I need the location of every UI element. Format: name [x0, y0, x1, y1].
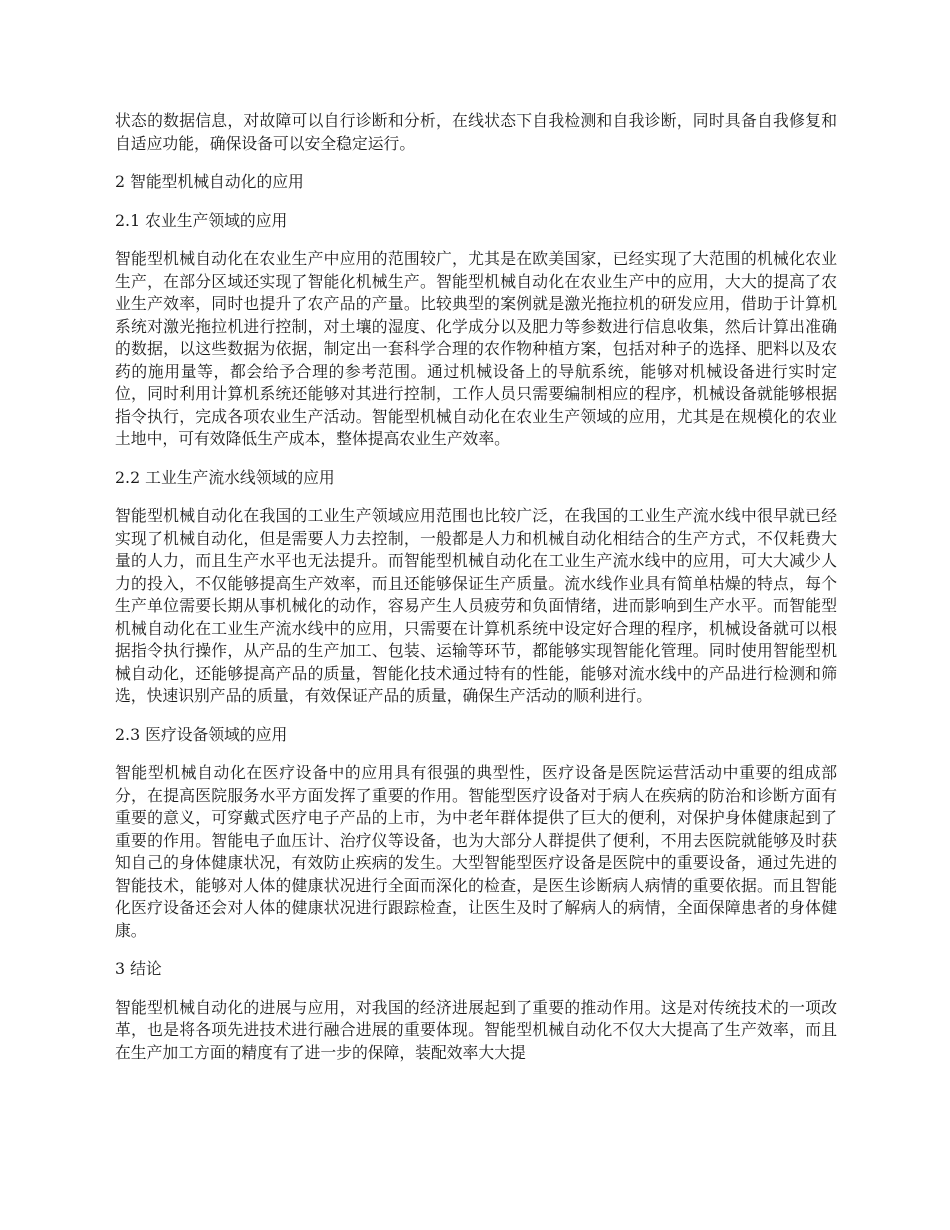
- section-2-heading: 2 智能型机械自动化的应用: [115, 172, 304, 191]
- section-2-1-paragraph: 智能型机械自动化在农业生产中应用的范围较广，尤其是在欧美国家，已经实现了大范围的机械化农业生产，在部分区域还实现了智能化机械生产。智能型机械自动化在农业生产中的应用，大大的提高了农业生产效率，同时也提升了农产品的产量。比较典型的案例就是激光拖拉机的研发应用，借助于计算机系统对激光拖拉机进行控制，对土壤的湿度、化学成分以及肥力等参数进行信息收集，然后计算出准确的数据，以这些数据为依据，制定出一套科学合理的农作物种植方案，包括对种子的选择、肥料以及农药的施用量等，都会给予合理的参考范围。通过机械设备上的导航系统，能够对机械设备进行实时定位，同时利用计算机系统还能够对其进行控制，工作人员只需要编制相应的程序，机械设备就能够根据指令执行，完成各项农业生产活动。智能型机械自动化在农业生产领域的应用，尤其是在规模化的农业土地中，可有效降低生产成本，整体提高农业生产效率。: [115, 249, 837, 448]
- section-2-2-paragraph: 智能型机械自动化在我国的工业生产领域应用范围也比较广泛，在我国的工业生产流水线中很早就已经实现了机械自动化，但是需要人力去控制，一般都是人力和机械自动化相结合的生产方式，不仅耗费大量的人力，而且生产水平也无法提升。而智能型机械自动化在工业生产流水线中的应用，可大大减少人力的投入，不仅能够提高生产效率，而且还能够保证生产质量。流水线作业具有简单枯燥的特点，每个生产单位需要长期从事机械化的动作，容易产生人员疲劳和负面情绪，进而影响到生产水平。而智能型机械自动化在工业生产流水线中的应用，只需要在计算机系统中设定好合理的程序，机械设备就可以根据指令执行操作，从产品的生产加工、包装、运输等环节，都能够实现智能化管理。同时使用智能型机械自动化，还能够提高产品的质量，智能化技术通过特有的性能，能够对流水线中的产品进行检测和筛选，快速识别产品的质量，有效保证产品的质量，确保生产活动的顺利进行。: [115, 506, 837, 705]
- section-2-3-paragraph: 智能型机械自动化在医疗设备中的应用具有很强的典型性，医疗设备是医院运营活动中重要的组成部分，在提高医院服务水平方面发挥了重要的作用。智能型医疗设备对于病人在疾病的防治和诊断方面有重要的意义，可穿戴式医疗电子产品的上市，为中老年群体提供了巨大的便利，对保护身体健康起到了重要的作用。智能电子血压计、治疗仪等设备，也为大部分人群提供了便利，不用去医院就能够及时获知自己的身体健康状况，有效防止疾病的发生。大型智能型医疗设备是医院中的重要设备，通过先进的智能技术，能够对人体的健康状况进行全面而深化的检查，是医生诊断病人病情的重要依据。而且智能化医疗设备还会对人体的健康状况进行跟踪检查，让医生及时了解病人的病情，全面保障患者的身体健康。: [115, 763, 837, 940]
- section-3-paragraph: 智能型机械自动化的进展与应用，对我国的经济进展起到了重要的推动作用。这是对传统技术的一项改革，也是将各项先进技术进行融合进展的重要体现。智能型机械自动化不仅大大提高了生产效率，而且在生产加工方面的精度有了进一步的保障，装配效率大大提: [115, 997, 837, 1062]
- section-2-3-heading: 2.3 医疗设备领域的应用: [115, 724, 288, 744]
- document-page: [115, 110, 837, 1080]
- section-2-1-heading: 2.1 农业生产领域的应用: [115, 210, 288, 230]
- section-3-heading: 3 结论: [115, 959, 162, 978]
- section-2-2-heading: 2.2 工业生产流水线领域的应用: [115, 467, 335, 487]
- intro-paragraph: 状态的数据信息，对故障可以自行诊断和分析，在线状态下自我检测和自我诊断，同时具备自我修复和自适应功能，确保设备可以安全稳定运行。: [115, 111, 837, 153]
